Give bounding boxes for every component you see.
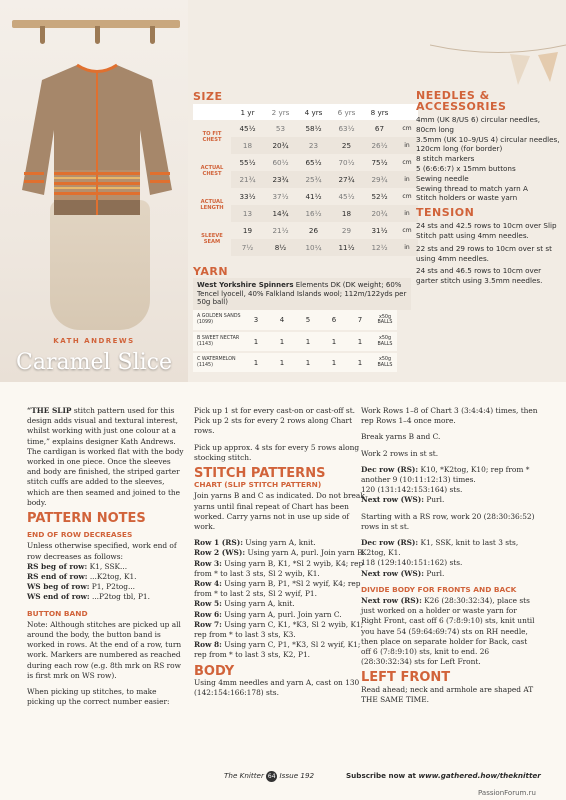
peg-hook [95,26,100,44]
row-value: Using yarn C, K1, *K3, Sl 2 wyib, K1; rep from * to last 3 sts, K3. [194,619,364,640]
row-value: Using yarn C, P1, *K3, Sl 2 wyif, K1; rep from * to last 3 sts, K2, P1. [194,640,361,660]
eor-key: WS end of row: [27,592,90,602]
row-value: Using yarn A, knit. [221,599,295,609]
tension-heading: TENSION [416,206,475,220]
size-cell: 7½ [231,239,264,256]
chart-row [194,610,366,620]
size-age: 8 yrs [363,104,396,120]
size-cell: 25¾ [297,171,330,188]
yarn-label: C WATERMELON (1145) [193,352,243,373]
instruction-text: Starting with a RS row, work 20 (28:30:36:52) rows in st st. [361,511,535,531]
yarn-table [193,310,397,374]
page-number: 64 [267,773,276,780]
size-cell: 20¾ [264,137,297,154]
size-cell: 45½ [239,124,256,133]
yarn-cell: 3 [243,310,269,331]
eor-key: RS end of row: [27,572,88,582]
row-key: Row 2 (WS): [194,548,246,558]
row-value: Purl. [423,568,445,578]
intro-paragraph [27,406,185,508]
size-unit: in [396,171,418,188]
size-unit: cm [402,125,412,132]
tension-line: 24 sts and 42.5 rows to 10cm over Slip Stitch patt using 4mm needles. [416,221,557,240]
row-key: Row 4: [194,579,222,589]
eor-key: RS beg of row: [27,561,88,571]
chart-text: Join yarns B and C as indicated. Do not break yarns until final repeat of Chart has been worked. Carry yarns not in use up side of work. [194,491,365,532]
yarn-cell: 6 [321,310,347,331]
size-unit: in [396,137,418,154]
needle-line: 8 stitch markers [416,154,475,164]
row-value: K10, *K2tog, K10; rep from * another 9 (10:11:12:13) times. [361,464,530,485]
eor-heading: END OF ROW DECREASES [27,530,133,540]
eor-value: ...K2tog, K1. [87,572,137,582]
size-row [193,154,418,171]
subscribe-text: Subscribe now at [346,771,419,780]
size-row [193,222,418,239]
yarn-row [193,310,397,331]
size-unit: cm [402,193,412,200]
eor-list [27,562,185,603]
needle-line: Sewing thread to match yarn A [416,183,528,193]
size-age: 6 yrs [330,104,363,120]
column-3 [361,406,539,711]
instruction-text: Break yarns B and C. [361,432,441,442]
needles-panel [416,90,561,286]
row-value: Using yarn A, purl. Join yarn C. [221,609,342,619]
size-cell: 11½ [330,239,363,256]
instruction-text: Read ahead; neck and armhole are shaped AT THE SAME TIME. [361,684,534,704]
instruction-text: Work Rows 1–8 of Chart 3 (3:4:4:4) times, then rep Rows 1–4 once more. [361,406,538,426]
row-value: Using yarn B, P1, *Sl 2 wyif, K4; rep from * to last 2 sts, Sl 2 wyif, P1. [194,579,361,599]
stitch-count: 118 (129:140:151:162) sts. [361,558,463,568]
chart-row [194,620,366,640]
yarn-spec: Elements DK (DK weight; 60% Tencel lyocell, 40% Falkland Islands wool; 112m/122yds per 50g ball) [197,281,407,307]
peg-hook [150,26,155,44]
chart-row [194,538,366,548]
eor-item [27,562,185,572]
eor-value: ...P2tog tbl, P1. [89,592,150,602]
row-value: K1, SSK, knit to last 3 sts, K2tog, K1. [361,538,519,558]
yarn-unit: x50g BALLS [373,352,397,373]
pattern-notes-heading: PATTERN NOTES [27,511,146,527]
size-cell: 20¾ [363,205,396,222]
designer-credit: KATH ANDREWS [53,337,135,345]
subscribe-link[interactable]: www.gathered.how/theknitter [418,771,541,780]
size-row-label: SLEEVE SEAM [201,233,223,245]
row-key: Next row (WS): [361,495,424,505]
footer-mag [224,771,314,782]
row-key: Row 3: [194,558,222,568]
size-cell: 27¾ [330,171,363,188]
yarn-cell: 1 [347,331,373,352]
row-value: Purl. [423,495,445,505]
needle-line: 4mm (UK 8/US 6) circular needles, 80cm long [416,115,540,134]
row-key: Row 1 (RS): [194,538,243,548]
size-row-label: ACTUAL LENGTH [200,199,224,211]
row-key: Next row (WS): [361,568,424,578]
yarn-cell: 1 [295,352,321,373]
size-cell: 10¼ [297,239,330,256]
footer-subscribe [346,771,541,780]
size-cell: 8½ [264,239,297,256]
size-unit: cm [402,227,412,234]
size-row-label: ACTUAL CHEST [200,165,224,177]
row-key: Next row (RS): [361,596,422,606]
needle-line: 3.5mm (UK 10–9/US 4) circular needles, 120cm long (for border) [416,134,560,154]
intro-lead: “THE SLIP [27,406,72,415]
size-cell: 65½ [305,158,322,167]
yarn-unit: x50g BALLS [373,310,397,331]
size-cell: 26 [308,226,319,235]
needle-line: Sewing needle [416,173,469,183]
size-table [193,104,418,256]
size-cell: 55½ [239,158,256,167]
row-key: Dec row (RS): [361,538,419,548]
yarn-description [193,278,411,310]
size-row-label: TO FIT CHEST [202,131,222,143]
intro-text: stitch pattern used for this design adds visual and textural interest, whilst working with just one colour at a time,” explains designer Kath Andrews. The cardigan is worked flat with the body worked in one piece. Once the sleeves and body are finished, the striped garter stitch cuffs are added to the sleeves, which are then seamed and joined to the body. [27,406,184,507]
instruction-block [361,596,539,667]
size-cell: 26½ [363,137,396,154]
size-age: 1 yr [231,104,264,120]
size-cell: 29¾ [363,171,396,188]
size-cell: 31½ [371,226,388,235]
size-cell: 70½ [338,158,355,167]
yarn-cell: 1 [243,331,269,352]
size-cell: 45½ [338,192,355,201]
yarn-brand: West Yorkshire Spinners [197,281,294,289]
body-text: Using 4mm needles and yarn A, cast on 130 (142:154:166:178) sts. [194,677,360,698]
size-cell: 52½ [371,192,388,201]
yarn-unit: x50g BALLS [373,331,397,352]
yarn-cell: 1 [243,352,269,373]
stitch-patterns-heading: STITCH PATTERNS [194,466,326,482]
button-band-text: When picking up stitches, to make picking up the correct number easier: [27,687,170,707]
eor-item [27,572,185,582]
eor-text: Unless otherwise specified, work end of row decreases as follows: [27,541,177,561]
yarn-cell: 7 [347,310,373,331]
yarn-heading: YARN [193,265,229,278]
size-cell: 41½ [305,192,322,201]
eor-item [27,592,185,602]
row-value: Using yarn A, purl. Join yarn B. [245,548,365,558]
eor-value: P1, P2tog... [89,582,136,592]
pattern-title: Caramel Slice [16,350,172,375]
row-key: Row 7: [194,619,222,629]
body-heading: BODY [194,663,235,679]
size-cell: 18 [330,205,363,222]
size-heading: SIZE [193,90,223,103]
size-unit: in [396,205,418,222]
row-value: K26 (28:30:32:34), place sts just worked on a holder or waste yarn for Right Front, cast off 6 (7:8:9:10) sts, knit until you have 54 (59:64:69:74) sts on RH needle, then place on separate holder for Back, cast off 6 (7:8:9:10) sts, knit to end. 26 (28:30:32:34) sts for Left Front. [361,596,535,667]
row-key: Row 6: [194,609,222,619]
yarn-cell: 1 [347,352,373,373]
peg-hook [40,26,45,44]
size-cell: 13 [231,205,264,222]
row-value: Using yarn A, knit. [242,538,316,548]
size-cell: 58½ [305,124,322,133]
yarn-cell: 1 [269,352,295,373]
size-cell: 53 [275,124,286,133]
size-cell: 23¾ [264,171,297,188]
size-cell: 67 [374,124,385,133]
eor-item [27,582,185,592]
size-age: 2 yrs [264,104,297,120]
left-front-heading: LEFT FRONT [361,670,451,686]
button-band-heading: BUTTON BAND [27,608,88,618]
yarn-row [193,352,397,373]
tension-line: 22 sts and 29 rows to 10cm over st st using 4mm needles. [416,243,552,263]
chart-row [194,559,366,579]
instruction-block [361,538,539,579]
chart-row [194,640,366,660]
size-cell: 23 [297,137,330,154]
size-cell: 18 [231,137,264,154]
row-key: Row 5: [194,599,222,609]
column-1 [27,406,185,713]
instruction-block [361,465,539,506]
needle-line: Stitch holders or waste yarn [416,193,518,203]
issue-number: Issue 192 [279,771,315,780]
size-cell: 19 [242,226,253,235]
size-unit: in [396,239,418,256]
yarn-cell: 1 [269,331,295,352]
yarn-cell: 1 [295,331,321,352]
size-cell: 21½ [272,226,289,235]
size-unit: cm [402,159,412,166]
size-row [193,120,418,137]
size-cell: 75½ [371,158,388,167]
yarn-cell: 4 [269,310,295,331]
size-cell: 63½ [338,124,355,133]
garment-photo [0,0,188,382]
pickup-text: Pick up approx. 4 sts for every 5 rows along stocking stitch. [194,442,360,462]
size-cell: 33½ [239,192,256,201]
stitch-count: 120 (131:142:153:164) sts. [361,485,463,495]
row-key: Row 8: [194,640,222,650]
yarn-row [193,331,397,352]
instruction-text: Work 2 rows in st st. [361,448,439,458]
yarn-cell: 1 [321,352,347,373]
needles-heading: NEEDLES & ACCESSORIES [416,89,507,113]
yarn-cell: 5 [295,310,321,331]
tension-line: 24 sts and 46.5 rows to 10cm over garter stitch using 3.5mm needles. [416,266,543,286]
divide-body-heading: DIVIDE BODY FOR FRONTS AND BACK [361,584,517,594]
eor-value: K1, SSK... [87,561,128,571]
size-row [193,188,418,205]
magazine-name: The Knitter [224,771,264,780]
watermark: PassionForum.ru [478,789,536,797]
row-value: Using yarn B, K1, *Sl 2 wyib, K4; rep from * to last 3 sts, Sl 2 wyib, K1. [194,558,364,578]
pickup-text: Pick up 1 st for every cast-on or cast-off st. Pick up 2 sts for every 2 rows along Chart rows. [194,406,356,436]
size-cell: 21¾ [231,171,264,188]
column-2 [194,406,366,704]
size-cell: 14¾ [264,205,297,222]
chart-row [194,579,366,599]
size-cell: 16½ [297,205,330,222]
size-cell: 12½ [363,239,396,256]
size-header-row [193,104,418,120]
needle-line: 5 (6:6:6:7) x 15mm buttons [416,163,516,173]
size-age: 4 yrs [297,104,330,120]
size-cell: 37½ [272,192,289,201]
chart-heading: CHART (SLIP STITCH PATTERN) [194,480,322,490]
cardigan-image [22,60,172,220]
row-key: Dec row (RS): [361,464,419,474]
yarn-label: A GOLDEN SANDS (1099) [193,310,243,331]
yarn-label: B SWEET NECTAR (1143) [193,331,243,352]
size-cell: 25 [330,137,363,154]
chart-rows [194,538,366,660]
chart-row [194,599,366,609]
size-cell: 60½ [272,158,289,167]
size-cell: 29 [341,226,352,235]
button-band-text: Note: Although stitches are picked up all around the body, the button band is worked in rows. At the end of a row, turn work. Markers are numbered as reached during each row (e.g. 8th mrk on RS row is first mrk on WS row). [27,619,182,680]
eor-key: WS beg of row: [27,582,90,592]
chart-row [194,548,366,558]
yarn-cell: 1 [321,331,347,352]
